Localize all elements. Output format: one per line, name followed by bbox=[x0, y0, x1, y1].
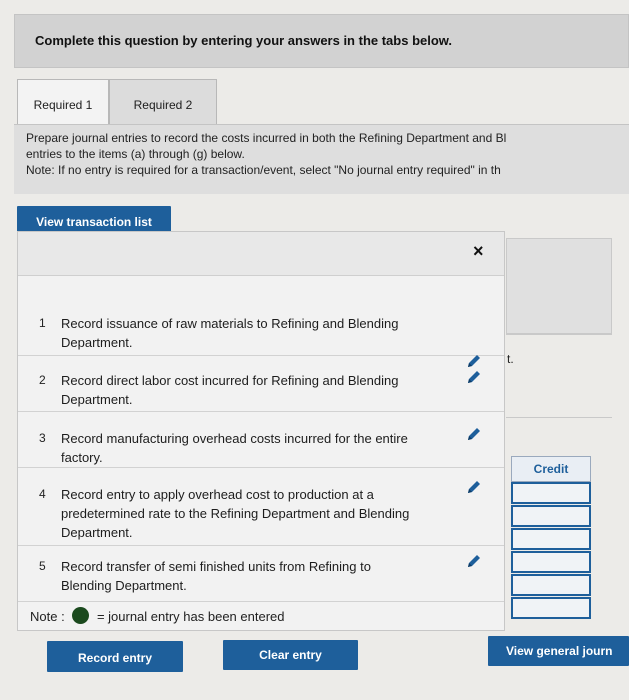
transaction-text: Record direct labor cost incurred for Refining and Blending Department. bbox=[61, 373, 399, 407]
transaction-number: 2 bbox=[39, 373, 46, 387]
transaction-text: Record transfer of semi finished units from Refining to Blending Department. bbox=[61, 559, 371, 593]
transaction-row bbox=[18, 356, 504, 412]
credit-input[interactable] bbox=[511, 482, 591, 504]
transaction-number: 4 bbox=[39, 487, 46, 501]
note-text: = journal entry has been entered bbox=[96, 609, 285, 624]
banner-text: Complete this question by entering your answers in the tabs below. bbox=[35, 33, 453, 48]
transaction-number: 5 bbox=[39, 559, 46, 573]
pencil-icon[interactable] bbox=[465, 478, 483, 496]
transaction-number: 1 bbox=[39, 316, 46, 330]
transaction-row bbox=[18, 412, 504, 468]
instructions-note: Note: If no entry is required for a transaction/event, select "No journal entry required" in th bbox=[26, 163, 501, 177]
question-banner bbox=[14, 14, 629, 68]
transaction-row bbox=[18, 546, 504, 602]
transaction-text: Record issuance of raw materials to Refining and Blending Department. bbox=[61, 316, 399, 350]
credit-input[interactable] bbox=[511, 528, 591, 550]
modal-header bbox=[18, 232, 504, 276]
transaction-number: 3 bbox=[39, 431, 46, 445]
pencil-icon[interactable] bbox=[465, 552, 483, 570]
pencil-icon[interactable] bbox=[465, 368, 483, 386]
credit-input[interactable] bbox=[511, 597, 591, 619]
instructions-line-2: entries to the items (a) through (g) below. bbox=[26, 147, 245, 161]
background-text-fragment: t. bbox=[507, 352, 514, 366]
background-divider bbox=[506, 334, 612, 335]
background-panel bbox=[506, 238, 612, 334]
credit-input[interactable] bbox=[511, 505, 591, 527]
close-icon[interactable]: × bbox=[473, 241, 484, 261]
transaction-row bbox=[18, 468, 504, 546]
transaction-text: Record entry to apply overhead cost to production at a predetermined rate to the Refining Department and Blending Department. bbox=[61, 487, 410, 540]
instructions-panel bbox=[14, 124, 629, 194]
credit-input[interactable] bbox=[511, 551, 591, 573]
record-entry-button[interactable]: Record entry bbox=[47, 641, 183, 672]
credit-input[interactable] bbox=[511, 574, 591, 596]
transaction-text: Record manufacturing overhead costs incurred for the entire factory. bbox=[61, 431, 408, 465]
transaction-list-modal bbox=[17, 231, 505, 631]
clear-entry-button[interactable]: Clear entry bbox=[223, 640, 358, 670]
view-general-journal-button[interactable]: View general journ bbox=[488, 636, 629, 666]
credit-column-header: Credit bbox=[511, 456, 591, 482]
note-label: Note : bbox=[30, 609, 65, 624]
pencil-icon[interactable] bbox=[465, 425, 483, 443]
transaction-row bbox=[18, 276, 504, 356]
tab-required-1[interactable]: Required 1 bbox=[17, 79, 109, 126]
tab-required-2[interactable]: Required 2 bbox=[109, 79, 217, 125]
view-transaction-list-button[interactable]: View transaction list bbox=[17, 206, 171, 237]
background-divider bbox=[506, 417, 612, 418]
instructions-line-1: Prepare journal entries to record the costs incurred in both the Refining Department and Bl bbox=[26, 131, 507, 145]
entered-dot-icon bbox=[72, 607, 89, 624]
entry-legend bbox=[30, 607, 285, 624]
